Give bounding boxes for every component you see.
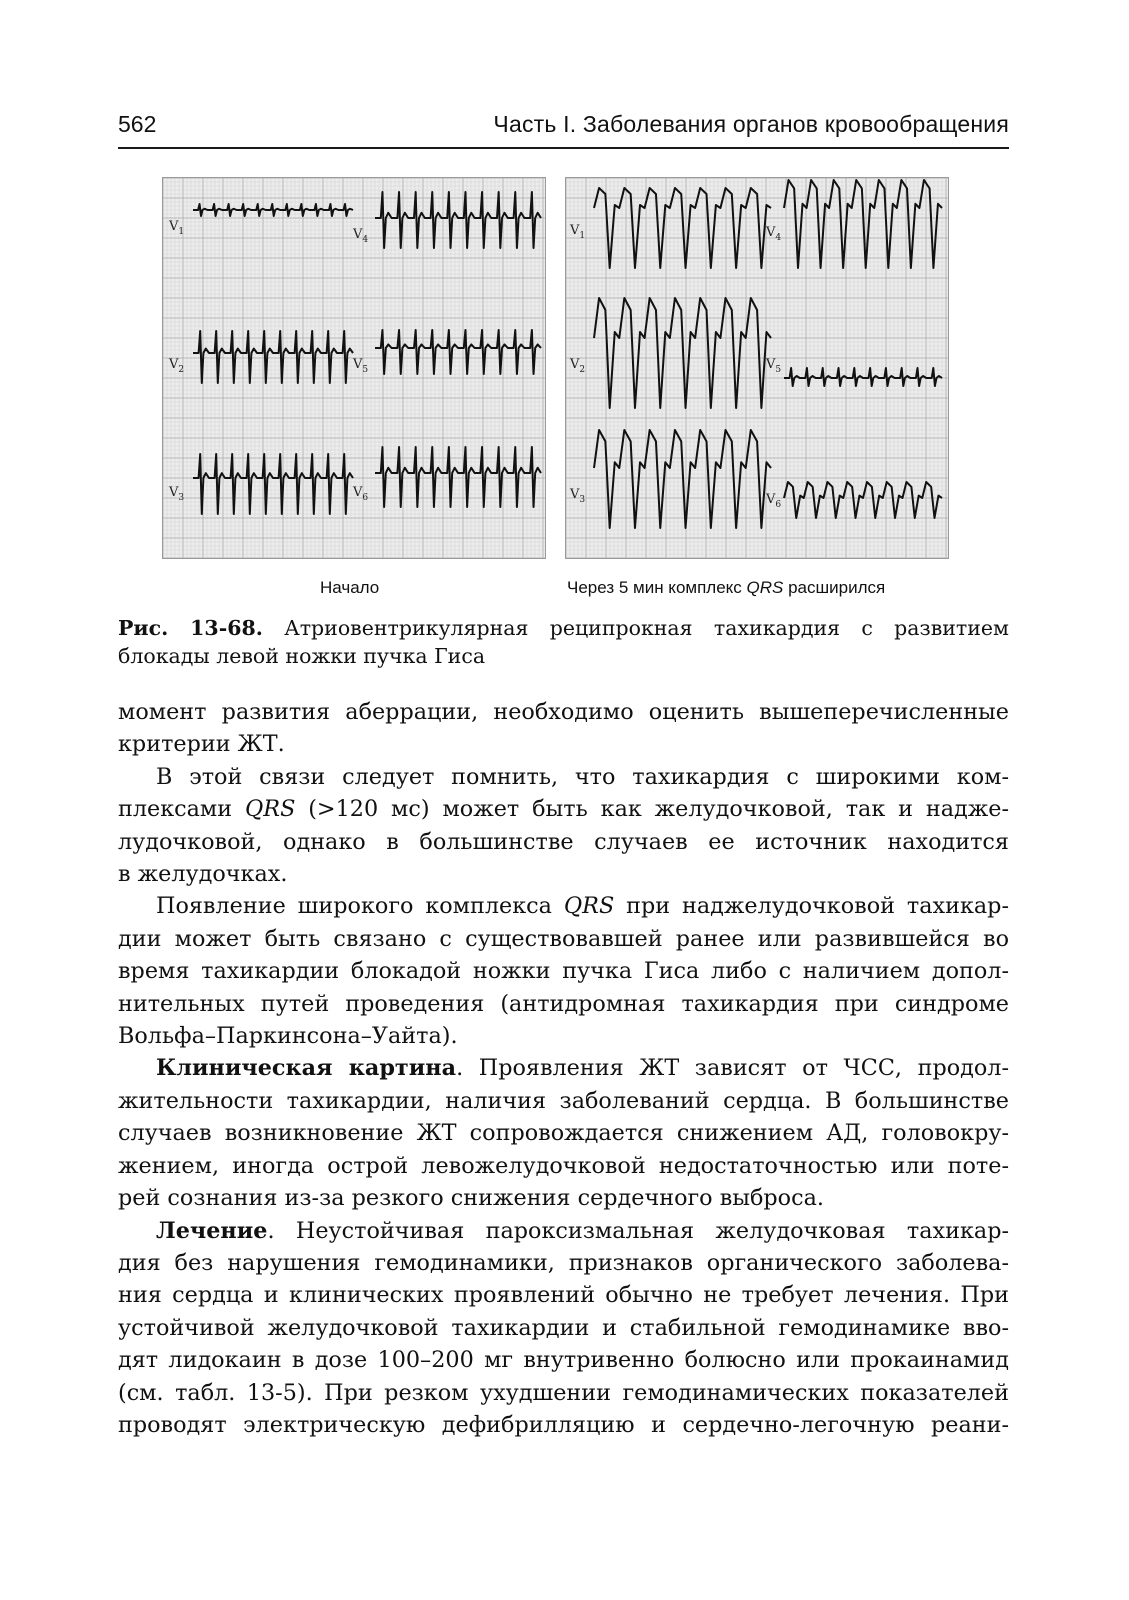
ecg-trace-v1 — [594, 188, 771, 268]
ecg-trace-v5 — [784, 368, 942, 386]
ecg-trace-v4 — [784, 180, 942, 268]
lead-label: $V_4$ — [353, 227, 369, 245]
text-line: Появление широкого комплекса QRS при наджелудочковой тахикар- — [156, 893, 1009, 920]
ecg-trace-v2 — [193, 331, 353, 383]
panel-caption-onset: Начало — [320, 578, 380, 597]
ecg-panel-onset — [162, 177, 546, 559]
text-line: В этой связи следует помнить, что тахикардия с широкими ком- — [156, 763, 1009, 790]
text-line: лудочковой, однако в большинстве случаев ее источник находится — [118, 828, 1009, 855]
page-header — [118, 111, 1009, 149]
text-line: Клиническая картина. Проявления ЖТ зависят от ЧСС, продол- — [156, 1055, 1010, 1082]
lead-label: $V_1$ — [169, 219, 185, 237]
text-line: время тахикардии блокадой ножки пучка Гиса либо с наличием допол- — [118, 958, 1009, 985]
ecg-strips-after — [566, 178, 948, 558]
lead-label: $V_2$ — [570, 357, 586, 375]
lead-label: $V_5$ — [353, 357, 369, 375]
section-heading: Лечение — [156, 1217, 268, 1244]
text-line: Лечение. Неустойчивая пароксизмальная желудочковая тахикар- — [156, 1217, 1009, 1244]
ecg-trace-v6 — [784, 482, 942, 518]
section-heading: Клиническая картина — [156, 1055, 457, 1082]
text-line: дии может быть связано с существовавшей ранее или развившейся во — [118, 925, 1009, 952]
lead-label: $V_2$ — [169, 357, 185, 375]
ecg-trace-v3 — [594, 430, 771, 528]
text-line: рей сознания из-за резкого снижения сердечного выброса. — [118, 1185, 824, 1212]
page-number: 562 — [118, 111, 157, 137]
text-line: случаев возникновение ЖТ сопровождается снижением АД, головокру- — [118, 1120, 1009, 1147]
ecg-trace-v5 — [375, 330, 541, 374]
text-line: жительности тахикардии, наличия заболеваний сердца. В большинстве — [118, 1087, 1009, 1114]
text-line: (см. табл. 13-5). При резком ухудшении гемодинамических показателей — [118, 1379, 1009, 1406]
figure-caption — [118, 614, 1009, 670]
text-line: проводят электрическую дефибрилляцию и сердечно-легочную реани- — [118, 1411, 1009, 1438]
text-line: критерии ЖТ. — [118, 731, 285, 758]
text-line: дят лидокаин в дозе 100–200 мг внутривенно болюсно или прокаинамид — [118, 1347, 1009, 1374]
text-line: жением, иногда острой левожелудочковой недостаточностью или поте- — [118, 1152, 1009, 1179]
running-title: Часть I. Заболевания органов кровообращения — [493, 111, 1009, 137]
figure-number: Рис. 13-68. — [118, 616, 263, 640]
text-line: в желудочках. — [118, 861, 288, 888]
ecg-panel-after — [565, 177, 949, 559]
lead-label: $V_3$ — [169, 485, 185, 503]
text-line: момент развития аберрации, необходимо оценить вышеперечисленные — [118, 699, 1009, 725]
lead-label: $V_1$ — [570, 223, 586, 241]
text-line: дия без нарушения гемодинамики, признаков органического заболева- — [118, 1249, 1009, 1276]
text-line: ния сердца и клинических проявлений обычно не требует лечения. При — [118, 1282, 1009, 1309]
panel-caption-after: Через 5 мин комплекс QRS расширился — [567, 578, 886, 597]
lead-label: $V_5$ — [766, 357, 782, 375]
text-line: нительных путей проведения (антидромная тахикардия при синдроме — [118, 990, 1009, 1017]
ecg-trace-v2 — [594, 298, 771, 408]
lead-label: $V_6$ — [353, 485, 369, 503]
text-line: устойчивой желудочковой тахикардии и стабильной гемодинамике вво- — [118, 1314, 1009, 1341]
figure-caption-text: Атриовентрикулярная реципрокная тахикардия с развитием блокады левой ножки пучка Гиса — [118, 616, 1009, 668]
lead-label: $V_6$ — [766, 492, 782, 510]
lead-label: $V_3$ — [570, 487, 586, 505]
ecg-trace-v3 — [193, 454, 353, 514]
lead-label: $V_4$ — [766, 225, 782, 243]
text-line: Вольфа–Паркинсона–Уайта). — [118, 1023, 458, 1050]
ecg-strips-onset — [163, 178, 545, 558]
ecg-trace-v4 — [375, 192, 541, 248]
body-text — [118, 696, 1009, 1441]
text-line: плексами QRS (>120 мс) может быть как желудочковой, так и надже- — [118, 796, 1009, 823]
